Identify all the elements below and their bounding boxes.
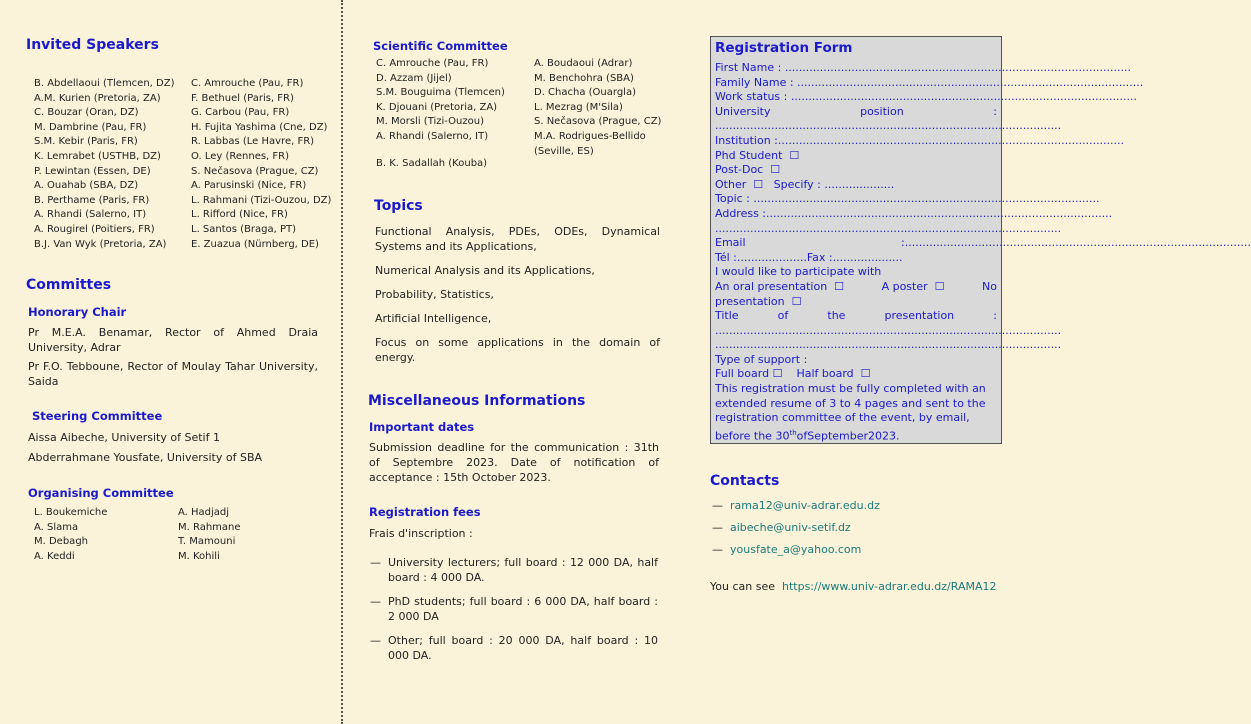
full-board-option[interactable]: [715, 367, 782, 380]
scientific-member-item: D. Chacha (Ouargla): [534, 87, 636, 99]
scientific-member-item: S.M. Bouguima (Tlemcen): [376, 87, 505, 99]
phd-checkbox[interactable]: ☐: [789, 148, 800, 162]
organising-committee-title: Organising Committee: [28, 486, 174, 500]
presentation-options: [715, 280, 997, 295]
poster-label: A poster: [881, 279, 928, 293]
tel-dots: ....................: [736, 250, 807, 264]
contacts-title: Contacts: [710, 473, 780, 489]
important-dates-title: Important dates: [369, 420, 475, 434]
topics-list: [375, 224, 660, 374]
oral-option[interactable]: [715, 280, 844, 295]
speaker-item: F. Bethuel (Paris, FR): [191, 92, 294, 104]
fee-text: Other; full board : 20 000 DA, half board : 10 000 DA.: [388, 634, 658, 662]
registration-form: [710, 36, 1251, 444]
the-word: the: [827, 309, 846, 323]
registration-note-sup: th: [789, 428, 797, 437]
steering-committee-title: Steering Committee: [32, 409, 163, 423]
dash-bullet: —: [370, 556, 381, 569]
organiser-item: A. Keddi: [34, 550, 75, 562]
work-status-label: Work status :: [715, 90, 788, 104]
fee-text: PhD students; full board : 6 000 DA, half board : 2 000 DA: [388, 595, 658, 623]
fee-item: [370, 594, 658, 624]
committes-title: Committes: [26, 277, 112, 293]
speaker-item: P. Lewintan (Essen, DE): [34, 165, 151, 177]
title-of-presentation-field[interactable]: [715, 309, 997, 324]
other-checkbox[interactable]: ☐: [753, 177, 764, 191]
half-board-option[interactable]: [796, 367, 870, 380]
contact-item: [712, 521, 1002, 534]
speaker-item: L. Santos (Braga, PT): [191, 223, 297, 235]
organiser-item: A. Hadjadj: [178, 507, 230, 518]
type-of-support-label: Type of support :: [715, 352, 808, 366]
organising-committee-list: [34, 506, 294, 564]
no-presentation-option[interactable]: [715, 295, 997, 310]
address-field[interactable]: [715, 206, 1113, 222]
scientific-right-column: [534, 57, 668, 159]
university-position-field[interactable]: [715, 105, 997, 120]
tel-fax-field[interactable]: [715, 251, 997, 266]
colon-2: :: [993, 309, 997, 323]
oral-label: An oral presentation: [715, 279, 828, 293]
contacts-list: [712, 499, 1002, 565]
contact-item: [712, 499, 1002, 512]
title-word: Title: [715, 309, 739, 323]
scientific-member-item: A. Rhandi (Salerno, IT): [376, 130, 489, 142]
speaker-item: A.M. Kurien (Pretoria, ZA): [34, 92, 161, 104]
dash-bullet: —: [712, 521, 723, 534]
no-presentation-label: presentation: [715, 294, 785, 308]
scientific-member-item: A. Boudaoui (Adrar): [534, 58, 633, 69]
family-name-field[interactable]: [715, 75, 1144, 91]
first-name-dots: ...................................................................................................: [784, 61, 1131, 74]
title-dots-2: ...................................................................................................: [715, 338, 1062, 352]
of-word: of: [777, 309, 789, 323]
fax-label: Fax :: [806, 250, 833, 264]
half-board-checkbox[interactable]: ☐: [860, 367, 871, 381]
colon: :: [993, 104, 997, 118]
organiser-item: A. Slama: [34, 521, 79, 533]
first-name-field[interactable]: [715, 61, 1131, 76]
institution-label: Institution :: [715, 133, 778, 147]
email-label: Email: [715, 236, 746, 250]
oral-checkbox[interactable]: ☐: [834, 279, 845, 293]
invited-speakers-title: Invited Speakers: [26, 37, 159, 53]
scientific-member-item: M.A. Rodrigues-Bellido (Seville, ES): [534, 130, 646, 157]
speaker-item: B.J. Van Wyk (Pretoria, ZA): [34, 238, 167, 250]
topic-item: Numerical Analysis and its Applications,: [375, 264, 595, 277]
position-label: position: [860, 104, 904, 118]
full-board-checkbox[interactable]: ☐: [772, 367, 783, 381]
address-dots: ...................................................................................................: [766, 206, 1113, 220]
topic-item: Functional Analysis, PDEs, ODEs, Dynamical Systems and its Applications,: [375, 225, 660, 253]
specify-label: Specify :: [773, 177, 821, 191]
presentation-word: presentation: [884, 309, 955, 323]
university-label: University: [715, 104, 771, 118]
no-label: No: [982, 279, 997, 293]
other-label: Other: [715, 177, 747, 191]
fee-text: University lecturers; full board : 12 000 DA, half board : 4 000 DA.: [388, 556, 658, 584]
institution-field[interactable]: [715, 133, 1125, 149]
scientific-member-item: L. Mezrag (M'Sila): [534, 101, 623, 113]
honorary-item: Pr F.O. Tebboune, Rector of Moulay Tahar University, Saida: [28, 360, 318, 388]
other-option[interactable]: [715, 178, 997, 193]
organising-left-column: [34, 506, 178, 564]
topic-item: Artificial Intelligence,: [375, 312, 492, 325]
registration-note-text: This registration must be fully completed with an extended resume of 3 to 4 pages and sent to the registration committee of the event, by email, before the 30: [715, 382, 986, 443]
honorary-chair-list: [28, 325, 318, 393]
speaker-item: B. Abdellaoui (Tlemcen, DZ): [34, 78, 175, 89]
fee-item: [370, 555, 658, 585]
fees-list: [370, 555, 658, 672]
postdoc-option[interactable]: [715, 163, 997, 178]
steering-item: Abderrahmane Yousfate, University of SBA: [28, 451, 263, 464]
phd-student-option[interactable]: [715, 149, 997, 164]
institution-dots: ...................................................................................................: [777, 133, 1125, 147]
first-name-label: First Name :: [715, 61, 782, 74]
university-dots: ...................................................................................................: [715, 119, 1062, 133]
column-separator-left: [341, 0, 343, 724]
dash-bullet: —: [712, 499, 723, 512]
right-column: [710, 0, 1251, 724]
speaker-item: G. Carbou (Pau, FR): [191, 107, 290, 119]
email-link[interactable]: yousfate_a@yahoo.com: [730, 543, 862, 556]
registration-form-title: Registration Form: [715, 40, 853, 56]
topic-label: Topic :: [715, 192, 750, 206]
email-link[interactable]: aibeche@univ-setif.dz: [730, 521, 851, 534]
scientific-member-item: M. Benchohra (SBA): [534, 72, 634, 84]
phd-label: Phd Student: [715, 148, 783, 162]
half-board-label: Half board: [796, 367, 854, 381]
address-label: Address :: [715, 206, 767, 220]
speaker-item: M. Dambrine (Pau, FR): [34, 121, 147, 133]
see-url-text: [710, 579, 1002, 594]
email-link[interactable]: rama12@univ-adrar.edu.dz: [730, 499, 880, 512]
speaker-item: R. Labbas (Le Havre, FR): [191, 136, 315, 148]
organising-right-column: [178, 506, 294, 564]
board-options: [715, 367, 997, 382]
speaker-item: A. Rhandi (Salerno, IT): [34, 209, 147, 221]
invited-right-column: [191, 77, 340, 252]
scientific-member-item: M. Morsli (Tizi-Ouzou): [376, 116, 484, 128]
topic-field[interactable]: [715, 192, 1100, 207]
middle-column: [368, 0, 660, 724]
organiser-item: T. Mamouni: [178, 536, 236, 548]
dash-bullet: —: [370, 595, 381, 608]
dash-bullet: —: [370, 634, 381, 647]
organiser-item: M. Debagh: [34, 536, 88, 548]
specify-dots: ....................: [824, 177, 895, 191]
speaker-item: A. Rougirel (Poitiers, FR): [34, 223, 155, 235]
scientific-member-item: K. Djouani (Pretoria, ZA): [376, 101, 498, 113]
work-status-dots: ...................................................................................................: [790, 90, 1138, 104]
speaker-item: C. Bouzar (Oran, DZ): [34, 107, 139, 119]
fees-intro: Frais d'inscription :: [369, 527, 473, 540]
postdoc-checkbox[interactable]: ☐: [770, 163, 781, 177]
registration-note-end: ofSeptember2023.: [796, 429, 900, 443]
registration-note: [715, 382, 997, 444]
steering-committee-list: [28, 430, 318, 470]
scientific-committee-list: [376, 57, 668, 159]
speaker-item: O. Ley (Rennes, FR): [191, 150, 290, 162]
postdoc-label: Post-Doc: [715, 163, 764, 177]
honorary-item: Pr M.E.A. Benamar, Rector of Ahmed Draia University, Adrar: [28, 326, 318, 354]
invited-left-column: [34, 77, 183, 252]
speaker-item: K. Lemrabet (USTHB, DZ): [34, 150, 161, 162]
important-dates-text: Submission deadline for the communication : 31th of Septembre 2023. Date of notification of acceptance : 15th October 2023.: [369, 441, 659, 484]
poster-option[interactable]: [882, 280, 945, 295]
address-dots-2: ...................................................................................................: [715, 221, 1062, 235]
participate-text: I would like to participate with: [715, 265, 882, 279]
speaker-item: E. Zuazua (Nürnberg, DE): [191, 238, 319, 250]
tel-label: Tél :: [715, 250, 737, 264]
speaker-item: H. Fujita Yashima (Cne, DZ): [191, 121, 328, 133]
topic-item: Probability, Statistics,: [375, 288, 494, 301]
dash-bullet: —: [712, 543, 723, 556]
organiser-item: M. Kohili: [178, 550, 220, 562]
speaker-item: B. Perthame (Paris, FR): [34, 194, 150, 206]
email-dots: ...................................................................................................: [904, 236, 1251, 250]
honorary-chair-title: Honorary Chair: [28, 305, 127, 319]
scientific-member-item: C. Amrouche (Pau, FR): [376, 58, 489, 69]
poster-checkbox[interactable]: ☐: [934, 279, 945, 293]
topic-dots: ...................................................................................................: [753, 192, 1100, 206]
scientific-committee-last: B. K. Sadallah (Kouba): [376, 158, 488, 169]
speaker-item: C. Amrouche (Pau, FR): [191, 78, 304, 89]
family-name-dots: ...................................................................................................: [797, 75, 1144, 89]
left-column: [26, 0, 332, 724]
work-status-field[interactable]: [715, 90, 1138, 105]
invited-speakers-list: [34, 77, 340, 252]
family-name-label: Family Name :: [715, 75, 794, 89]
steering-item: Aissa Aibeche, University of Setif 1: [28, 431, 220, 444]
registration-fees-title: Registration fees: [369, 505, 481, 519]
contact-item: [712, 543, 1002, 556]
scientific-committee-title: Scientific Committee: [373, 39, 508, 53]
full-board-label: Full board: [715, 367, 770, 381]
scientific-left-column: [376, 57, 534, 159]
email-field[interactable]: Email :...................................................................................................: [715, 236, 1251, 250]
speaker-item: S. Nečasova (Prague, CZ): [191, 165, 319, 177]
organiser-item: M. Rahmane: [178, 521, 241, 533]
speaker-item: S.M. Kebir (Paris, FR): [34, 136, 138, 148]
see-label: You can see: [710, 580, 775, 593]
topics-title: Topics: [374, 198, 423, 214]
misc-title: Miscellaneous Informations: [368, 393, 586, 409]
speaker-item: A. Ouahab (SBA, DZ): [34, 180, 139, 192]
no-presentation-checkbox[interactable]: ☐: [791, 294, 802, 308]
website-link[interactable]: https://www.univ-adrar.edu.dz/RAMA12: [781, 580, 997, 593]
topic-item: Focus on some applications in the domain of energy.: [375, 336, 660, 364]
fax-dots: ....................: [832, 250, 903, 264]
title-dots-1: ...................................................................................................: [715, 323, 1062, 337]
fee-item: [370, 633, 658, 663]
scientific-member-item: S. Nečasova (Prague, CZ): [534, 116, 662, 128]
organiser-item: L. Boukemiche: [34, 507, 108, 518]
speaker-item: A. Parusinski (Nice, FR): [191, 180, 307, 192]
speaker-item: L. Rahmani (Tizi-Ouzou, DZ): [191, 194, 332, 206]
speaker-item: L. Rifford (Nice, FR): [191, 209, 288, 221]
scientific-member-item: D. Azzam (Jijel): [376, 72, 452, 84]
